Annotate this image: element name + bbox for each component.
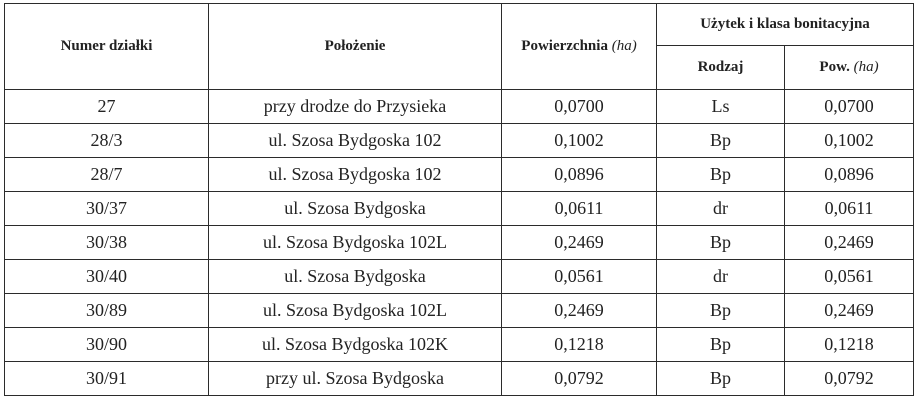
cell-type: Bp — [657, 294, 785, 328]
table-row — [5, 328, 914, 362]
cell-type-area: 0,0561 — [785, 260, 914, 294]
table-body — [5, 90, 914, 396]
cell-parcel-number: 28/7 — [5, 158, 209, 192]
header-type-area-label: Pow. — [819, 59, 850, 75]
cell-type: Bp — [657, 226, 785, 260]
cell-parcel-number: 27 — [5, 90, 209, 124]
cell-type-area: 0,1218 — [785, 328, 914, 362]
header-type-area — [785, 46, 914, 90]
table-row — [5, 226, 914, 260]
cell-location: ul. Szosa Bydgoska 102K — [209, 328, 502, 362]
header-area — [502, 4, 657, 90]
cell-type-area: 0,0896 — [785, 158, 914, 192]
table-header — [5, 4, 914, 90]
header-location: Położenie — [209, 4, 502, 90]
cell-area: 0,2469 — [502, 294, 657, 328]
table-row — [5, 260, 914, 294]
cell-location: przy drodze do Przysieka — [209, 90, 502, 124]
cell-type: Ls — [657, 90, 785, 124]
table-row — [5, 124, 914, 158]
cell-type-area: 0,0611 — [785, 192, 914, 226]
cell-location: ul. Szosa Bydgoska 102L — [209, 226, 502, 260]
cell-location: ul. Szosa Bydgoska — [209, 192, 502, 226]
cell-location: przy ul. Szosa Bydgoska — [209, 362, 502, 396]
header-land-use-group: Użytek i klasa bonitacyjna — [657, 4, 914, 46]
cell-type-area: 0,0700 — [785, 90, 914, 124]
cell-area: 0,0896 — [502, 158, 657, 192]
cell-type: Bp — [657, 328, 785, 362]
header-area-label: Powierzchnia — [521, 38, 608, 54]
table-row — [5, 90, 914, 124]
cell-type: dr — [657, 192, 785, 226]
cell-location: ul. Szosa Bydgoska 102 — [209, 124, 502, 158]
cell-type: Bp — [657, 158, 785, 192]
header-type: Rodzaj — [657, 46, 785, 90]
cell-type: dr — [657, 260, 785, 294]
cell-parcel-number: 30/40 — [5, 260, 209, 294]
header-row-top — [5, 4, 914, 46]
cell-parcel-number: 30/90 — [5, 328, 209, 362]
cell-type: Bp — [657, 124, 785, 158]
cell-type: Bp — [657, 362, 785, 396]
cell-area: 0,2469 — [502, 226, 657, 260]
cell-area: 0,0792 — [502, 362, 657, 396]
header-parcel-number: Numer działki — [5, 4, 209, 90]
cell-type-area: 0,0792 — [785, 362, 914, 396]
cell-area: 0,1002 — [502, 124, 657, 158]
cell-area: 0,1218 — [502, 328, 657, 362]
cell-parcel-number: 30/91 — [5, 362, 209, 396]
cell-area: 0,0700 — [502, 90, 657, 124]
parcels-table — [4, 3, 914, 396]
table-row — [5, 158, 914, 192]
cell-parcel-number: 30/38 — [5, 226, 209, 260]
cell-parcel-number: 28/3 — [5, 124, 209, 158]
cell-parcel-number: 30/89 — [5, 294, 209, 328]
cell-area: 0,0561 — [502, 260, 657, 294]
table-row — [5, 192, 914, 226]
header-type-area-unit: (ha) — [853, 59, 879, 75]
cell-type-area: 0,1002 — [785, 124, 914, 158]
cell-location: ul. Szosa Bydgoska — [209, 260, 502, 294]
table-row — [5, 294, 914, 328]
header-area-unit: (ha) — [611, 38, 637, 54]
cell-area: 0,0611 — [502, 192, 657, 226]
cell-type-area: 0,2469 — [785, 294, 914, 328]
cell-type-area: 0,2469 — [785, 226, 914, 260]
cell-location: ul. Szosa Bydgoska 102 — [209, 158, 502, 192]
table-row — [5, 362, 914, 396]
cell-parcel-number: 30/37 — [5, 192, 209, 226]
cell-location: ul. Szosa Bydgoska 102L — [209, 294, 502, 328]
